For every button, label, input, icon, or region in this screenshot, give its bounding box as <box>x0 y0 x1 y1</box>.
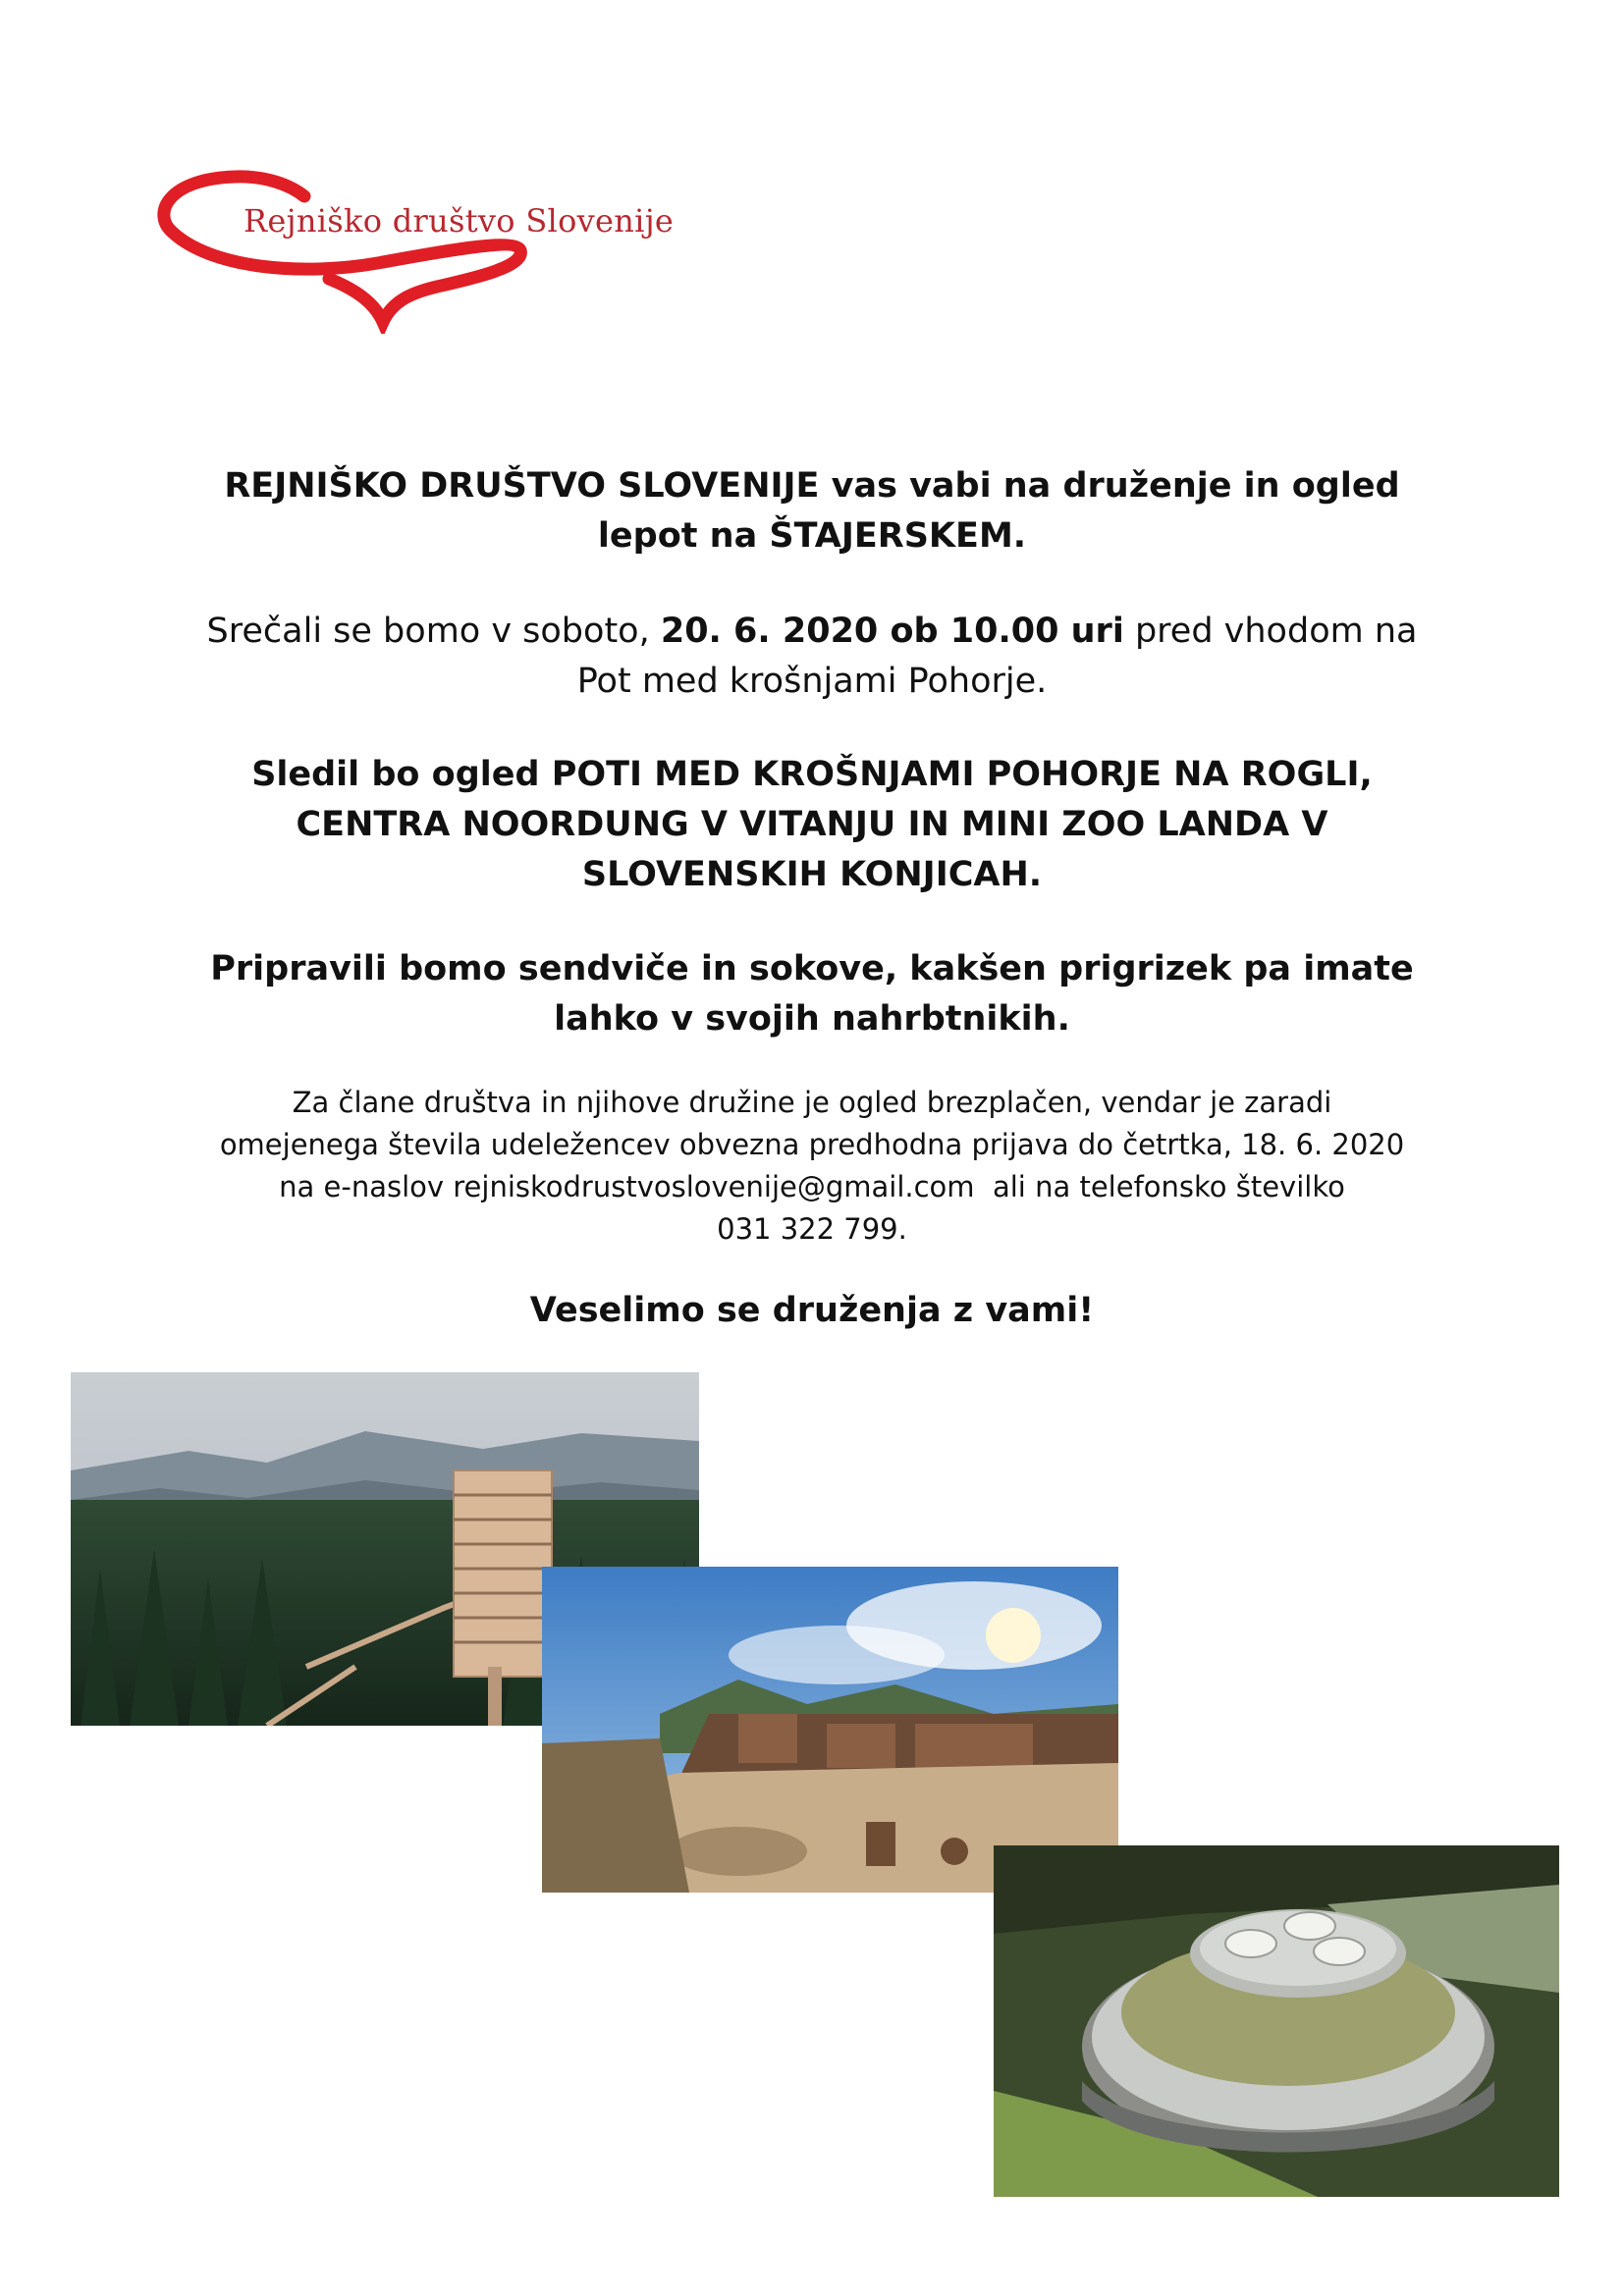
food-line: Pripravili bomo sendviče in sokove, kakšen prigrizek pa imate <box>210 949 1414 988</box>
registration-info <box>157 1082 1467 1251</box>
info-line: omejenega števila udeležencev obvezna predhodna prijava do četrtka, 18. 6. 2020 <box>219 1128 1405 1161</box>
heading-line: REJNIŠKO DRUŠTVO SLOVENIJE vas vabi na druženje in ogled <box>224 466 1400 506</box>
meeting-info <box>157 607 1467 707</box>
heading-line: lepot na ŠTAJERSKEM. <box>597 516 1027 556</box>
food-note <box>157 944 1467 1044</box>
tour-line: SLOVENSKIH KONJICAH. <box>581 855 1043 894</box>
noordung-center-photo <box>994 1845 1559 2197</box>
tour-description <box>157 750 1467 900</box>
meeting-datetime: 20. 6. 2020 ob 10.00 uri <box>660 612 1124 651</box>
closing-line <box>157 1286 1467 1336</box>
meeting-line <box>157 607 1467 657</box>
invitation-heading <box>157 461 1467 561</box>
mini-zoo-land-photo <box>542 1567 1118 1893</box>
food-line: lahko v svojih nahrbtnikih. <box>554 999 1070 1039</box>
meeting-prefix: Srečali se bomo v soboto, <box>206 612 661 651</box>
organization-logo <box>157 167 746 334</box>
tour-line: Sledil bo ogled POTI MED KROŠNJAMI POHORJE NA ROGLI, <box>251 755 1373 794</box>
logo-text: Rejniško društvo Slovenije <box>244 202 675 240</box>
closing-text: Veselimo se druženja z vami! <box>529 1291 1095 1330</box>
meeting-suffix: pred vhodom na <box>1123 612 1418 651</box>
info-line: 031 322 799. <box>717 1212 907 1246</box>
meeting-location: Pot med krošnjami Pohorje. <box>576 662 1048 701</box>
info-line: na e-naslov rejniskodrustvoslovenije@gmail.com ali na telefonsko številko <box>279 1170 1345 1203</box>
tour-line: CENTRA NOORDUNG V VITANJU IN MINI ZOO LANDA V <box>296 805 1328 844</box>
heart-logo-icon <box>157 167 746 334</box>
info-line: Za člane društva in njihove družine je ogled brezplačen, vendar je zaradi <box>292 1086 1332 1119</box>
